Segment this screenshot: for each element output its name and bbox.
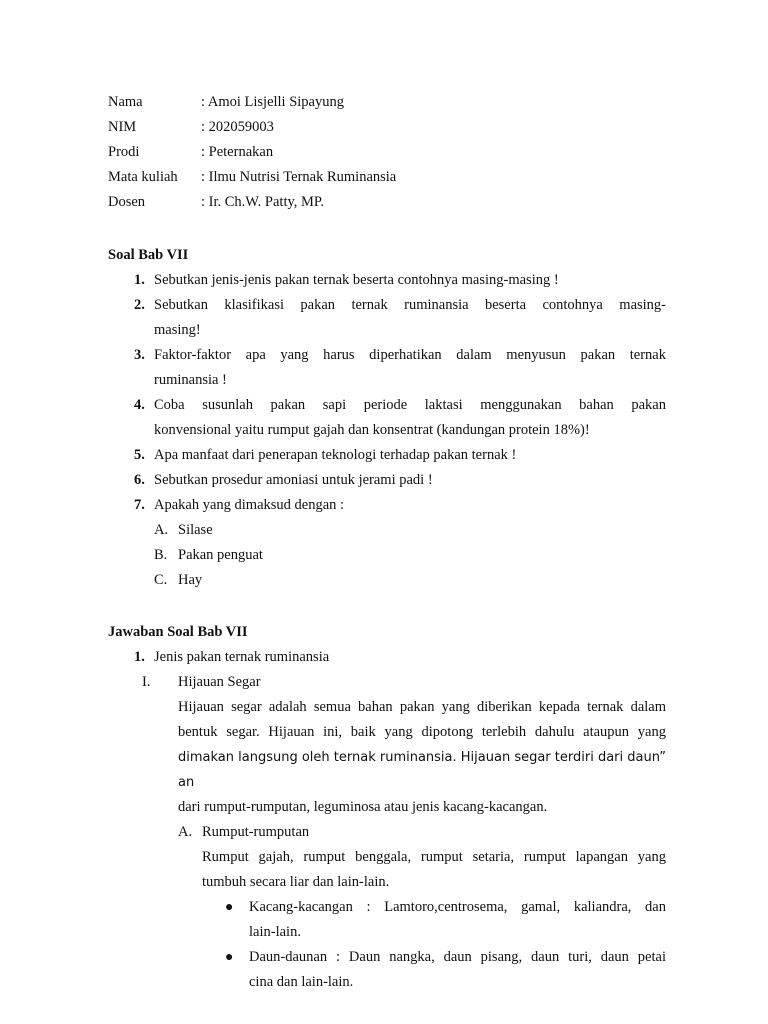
question-item [108, 293, 666, 343]
answer-text: Jenis pakan ternak ruminansia [154, 649, 330, 665]
answers-title: Jawaban Soal Bab VII [108, 624, 248, 640]
question-number: 3. [134, 347, 145, 363]
info-row-prodi [108, 140, 396, 165]
bullet-item [108, 945, 666, 995]
question-text: Faktor-faktor apa yang harus diperhatikan dalam menyusun pakan ternak [154, 347, 666, 363]
info-label: Prodi [108, 144, 140, 160]
bullet-line: Daun-daunan : Daun nangka, daun pisang, daun turi, daun petai [249, 949, 666, 965]
bullet-line: Kacang-kacangan : Lamtoro,centrosema, gamal, kaliandra, dan [249, 899, 666, 915]
question-item [108, 268, 666, 293]
sub-item [108, 518, 666, 543]
paragraph-line: Rumput gajah, rumput benggala, rumput setaria, rumput lapangan yang [202, 849, 666, 865]
question-number: 5. [134, 447, 145, 463]
question-item [108, 343, 666, 393]
roman-text: Hijauan Segar [178, 674, 261, 690]
sub-item-text: Silase [178, 522, 213, 538]
question-text-cont: konvensional yaitu rumput gajah dan konsentrat (kandungan protein 18%)! [154, 422, 590, 438]
info-row-nama [108, 90, 396, 115]
question-item [108, 443, 666, 468]
roman-heading [108, 670, 666, 695]
question-text-cont: ruminansia ! [154, 372, 227, 388]
answer-number: 1. [134, 649, 145, 665]
bullet-icon: ● [225, 950, 234, 965]
subheading [108, 820, 666, 845]
question-item [108, 393, 666, 443]
question-text-cont: masing! [154, 322, 201, 338]
paragraph-line: tumbuh secara liar dan lain-lain. [202, 874, 390, 890]
answer-list [108, 645, 666, 995]
paragraph-line: dari rumput-rumputan, leguminosa atau jenis kacang-kacangan. [178, 799, 548, 815]
question-number: 1. [134, 272, 145, 288]
question-list [108, 268, 666, 593]
question-text: Sebutkan klasifikasi pakan ternak ruminansia beserta contohnya masing- [154, 297, 666, 313]
info-row-dosen [108, 190, 396, 215]
sub-item [108, 543, 666, 568]
question-text: Apakah yang dimaksud dengan : [154, 497, 345, 513]
question-number: 7. [134, 497, 145, 513]
bullet-icon: ● [225, 900, 234, 915]
question-text: Apa manfaat dari penerapan teknologi terhadap pakan ternak ! [154, 447, 517, 463]
question-number: 4. [134, 397, 145, 413]
subheading-text: Rumput-rumputan [202, 824, 310, 840]
roman-number: I. [142, 674, 151, 690]
paragraph-line: bentuk segar. Hijauan ini, baik yang dipotong terlebih dahulu ataupun yang [178, 724, 666, 740]
question-number: 2. [134, 297, 145, 313]
paragraph-line: dimakan langsung oleh ternak ruminansia. Hijauan segar terdiri dari daun” an [178, 750, 666, 790]
questions-title: Soal Bab VII [108, 247, 189, 263]
paragraph-rumput [108, 845, 666, 895]
question-text: Sebutkan prosedur amoniasi untuk jerami padi ! [154, 472, 433, 488]
info-label: Nama [108, 94, 143, 110]
bullet-line: cina dan lain-lain. [249, 974, 354, 990]
question-number: 6. [134, 472, 145, 488]
bullet-line: lain-lain. [249, 924, 301, 940]
info-value: : Peternakan [201, 144, 274, 160]
info-value: : Ilmu Nutrisi Ternak Ruminansia [201, 169, 397, 185]
info-value: : Amoi Lisjelli Sipayung [201, 94, 344, 110]
info-label: NIM [108, 119, 137, 135]
info-value: : 202059003 [201, 119, 274, 135]
question-text: Sebutkan jenis-jenis pakan ternak beserta contohnya masing-masing ! [154, 272, 559, 288]
question-text: Coba susunlah pakan sapi periode laktasi menggunakan bahan pakan [154, 397, 666, 413]
sub-item-text: Pakan penguat [178, 547, 263, 563]
subheading-label: A. [178, 824, 193, 840]
answer-item [108, 645, 666, 670]
info-row-nim [108, 115, 396, 140]
info-label: Mata kuliah [108, 169, 178, 185]
bullet-item [108, 895, 666, 945]
info-row-mata-kuliah [108, 165, 396, 190]
question-item [108, 493, 666, 518]
info-label: Dosen [108, 194, 146, 210]
sub-item-text: Hay [178, 572, 203, 588]
sub-item [108, 568, 666, 593]
sub-item-label: B. [154, 547, 168, 563]
sub-item-label: C. [154, 572, 168, 588]
sub-item-label: A. [154, 522, 169, 538]
info-value: : Ir. Ch.W. Patty, MP. [201, 194, 325, 210]
student-info [108, 90, 396, 215]
question-item [108, 468, 666, 493]
paragraph-line: Hijauan segar adalah semua bahan pakan yang diberikan kepada ternak dalam [178, 699, 666, 715]
paragraph-hijauan [108, 695, 666, 820]
